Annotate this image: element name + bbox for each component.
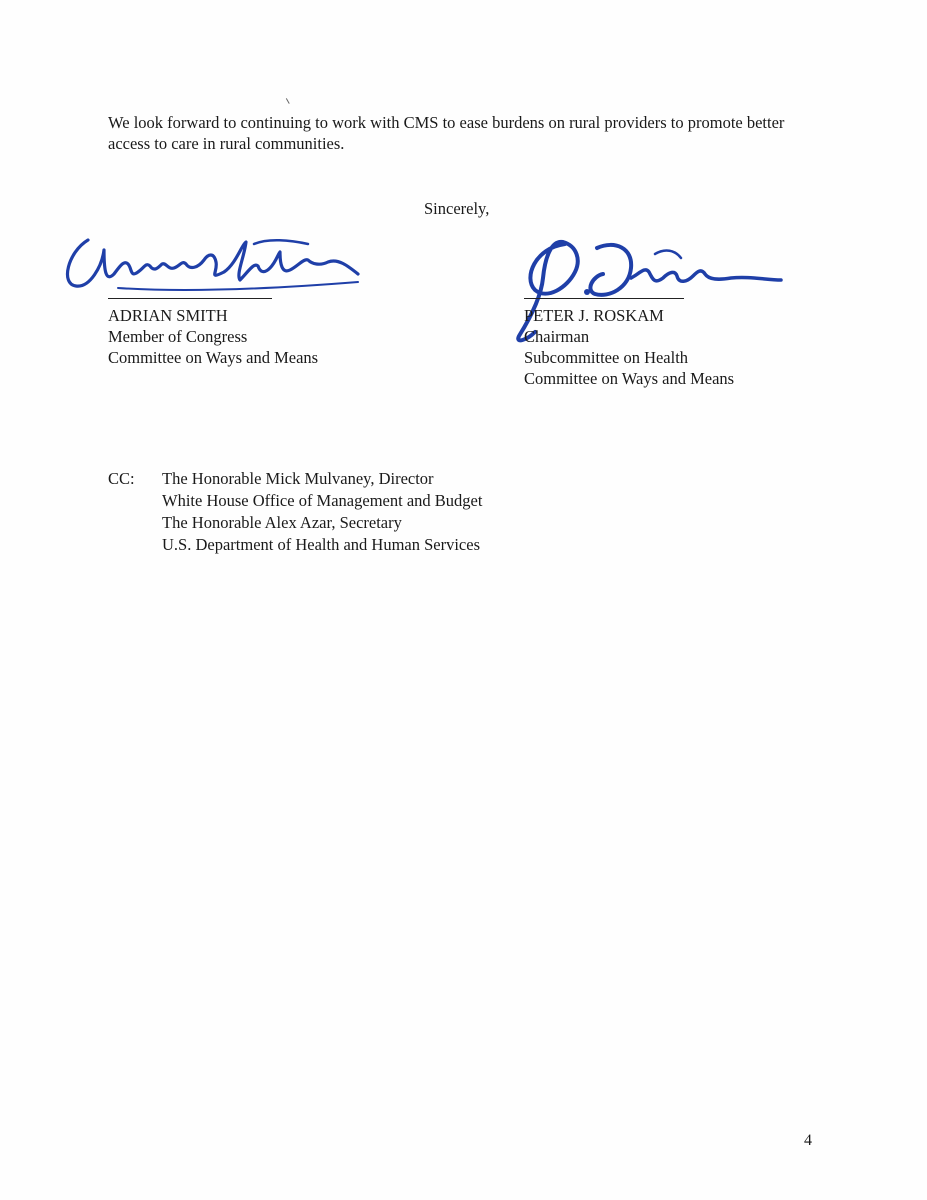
closing-paragraph: We look forward to continuing to work with CMS to ease burdens on rural providers to promote better access to care in rural communities. <box>108 113 785 153</box>
signature-adrian-smith <box>58 222 378 302</box>
cc-recipients <box>162 468 482 556</box>
cc-label: CC: <box>108 469 135 488</box>
cc-line: White House Office of Management and Budget <box>162 491 483 510</box>
valediction: Sincerely, <box>424 199 490 218</box>
signatory-title: Chairman <box>524 327 590 346</box>
signatory-committee: Committee on Ways and Means <box>524 369 735 388</box>
signatory-name: PETER J. ROSKAM <box>524 306 664 325</box>
signature-line-smith <box>108 298 272 299</box>
scan-artifact-mark <box>286 96 293 104</box>
cc-line: U.S. Department of Health and Human Services <box>162 535 480 554</box>
page-number: 4 <box>804 1132 812 1149</box>
cc-line: The Honorable Alex Azar, Secretary <box>162 513 402 532</box>
signature-line-roskam <box>524 298 684 299</box>
signatory-committee: Committee on Ways and Means <box>108 348 319 367</box>
signatory-name: ADRIAN SMITH <box>108 306 228 325</box>
signatory-block-smith <box>108 305 318 368</box>
signatory-block-roskam <box>524 305 734 389</box>
signatory-title: Member of Congress <box>108 327 248 346</box>
signatory-subcommittee: Subcommittee on Health <box>524 348 689 367</box>
cc-line: The Honorable Mick Mulvaney, Director <box>162 469 434 488</box>
